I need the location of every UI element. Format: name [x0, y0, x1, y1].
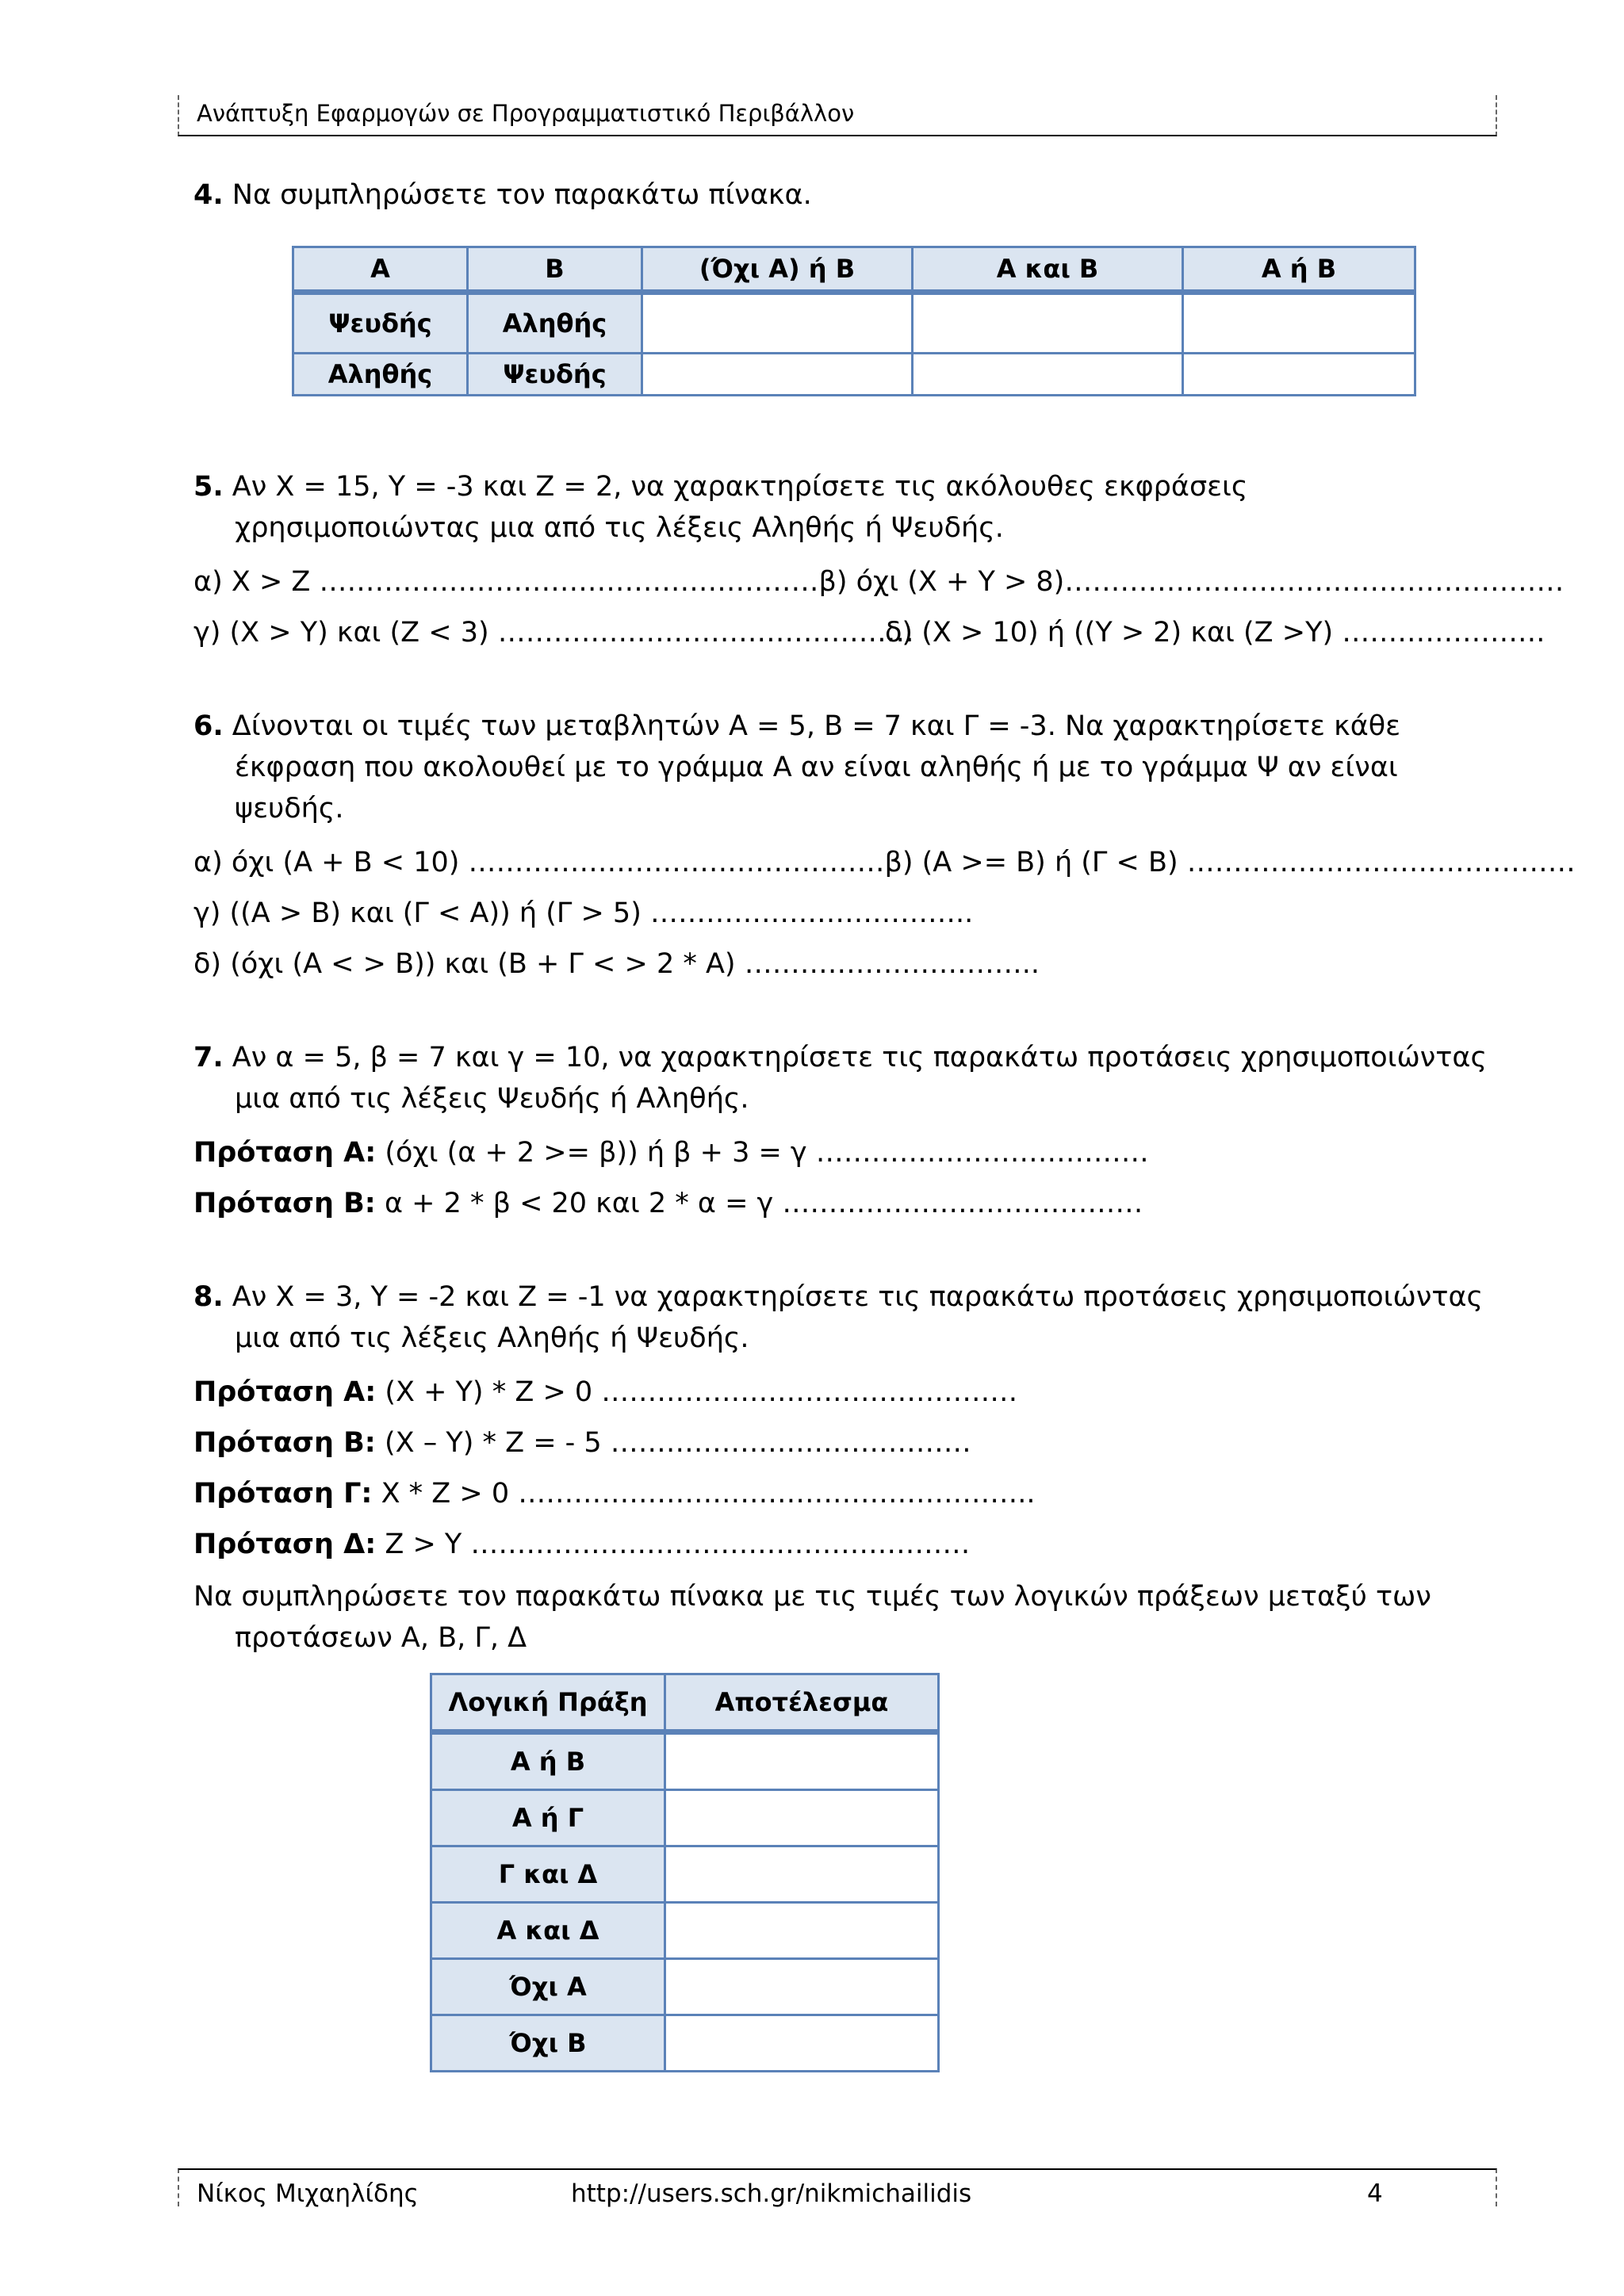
- question-text: Αν α = 5, β = 7 και γ = 10, να χαρακτηρίσετε τις παρακάτω προτάσεις χρησιμοποιώντας μια από τις λέξεις Ψευδής ή Αληθής.: [232, 1042, 1487, 1115]
- question-7: [193, 1037, 1494, 1229]
- table-row: [293, 354, 1415, 396]
- table-row: [431, 1732, 939, 1790]
- col-header-a-and-b: Α και Β: [913, 247, 1183, 293]
- answer-cell[interactable]: [913, 293, 1183, 354]
- question-5: [193, 466, 1565, 658]
- truth-table-q4: [292, 246, 1416, 396]
- expression-a: α) Χ > Ζ ………………………………………………: [193, 566, 819, 598]
- table-row: [431, 1790, 939, 1846]
- col-header-a-or-b: Α ή Β: [1183, 247, 1415, 293]
- question-text: Αν Χ = 3, Υ = -2 και Ζ = -1 να χαρακτηρίσετε τις παρακάτω προτάσεις χρησιμοποιώντας μια από τις λέξεις Αληθής ή Ψευδής.: [232, 1281, 1484, 1354]
- table-row: [431, 1959, 939, 2015]
- question-text: Δίνονται οι τιμές των μεταβλητών Α = 5, Β = 7 και Γ = -3. Να χαρακτηρίσετε κάθε έκφραση που ακολουθεί με το γράμμα Α αν είναι αληθής ή με το γράμμα Ψ αν είναι ψευδής.: [232, 710, 1401, 825]
- table-row: [431, 1903, 939, 1959]
- proposition-d: [193, 1519, 1494, 1570]
- col-header-b: Β: [468, 247, 642, 293]
- answer-cell[interactable]: [665, 2015, 939, 2072]
- question-number: 6.: [193, 710, 224, 742]
- proposition-text: (Χ + Υ) * Ζ > 0 ………………………………………: [376, 1376, 1018, 1408]
- question-text: Να συμπληρώσετε τον παρακάτω πίνακα.: [232, 179, 812, 211]
- expression-b: β) όχι (Χ + Υ > 8)………………………………………………: [818, 566, 1565, 598]
- table-row: [431, 1846, 939, 1903]
- col-header-operation: Λογική Πράξη: [431, 1674, 665, 1732]
- table-row: [431, 2015, 939, 2072]
- answer-cell[interactable]: [642, 293, 913, 354]
- answer-cell[interactable]: [913, 354, 1183, 396]
- proposition-text: Ζ > Υ ………………………………………………: [376, 1529, 971, 1560]
- proposition-label: Πρόταση Γ:: [193, 1478, 373, 1510]
- proposition-b: [193, 1178, 1494, 1229]
- answer-cell[interactable]: [665, 1959, 939, 2015]
- proposition-text: (Χ – Υ) * Ζ = - 5 …………………………………: [375, 1427, 971, 1459]
- answer-cell[interactable]: [1183, 354, 1415, 396]
- operation-cell: Όχι Α: [431, 1959, 665, 2015]
- proposition-text: (όχι (α + 2 >= β)) ή β + 3 = γ ………………………………: [376, 1137, 1149, 1169]
- cell-value: Αληθής: [293, 354, 468, 396]
- answer-cell[interactable]: [642, 354, 913, 396]
- footer-url[interactable]: http://users.sch.gr/nikmichailidis: [571, 2179, 972, 2208]
- page-header: [178, 95, 1497, 136]
- question-4: [193, 174, 1494, 396]
- question-number: 8.: [193, 1281, 224, 1313]
- expression-c: γ) (Χ > Υ) και (Ζ < 3) ………………………………………: [193, 617, 914, 649]
- table-instruction: Να συμπληρώσετε τον παρακάτω πίνακα με τις τιμές των λογικών πράξεων μεταξύ των προτάσεων Α, Β, Γ, Δ: [193, 1581, 1431, 1654]
- question-number: 7.: [193, 1042, 224, 1073]
- proposition-label: Πρόταση Α:: [193, 1137, 377, 1169]
- question-number: 5.: [193, 471, 224, 503]
- proposition-label: Πρόταση Δ:: [193, 1529, 377, 1560]
- proposition-a: [193, 1367, 1494, 1418]
- question-6: [193, 706, 1576, 989]
- col-header-a: Α: [293, 247, 468, 293]
- answer-cell[interactable]: [665, 1846, 939, 1903]
- page-footer: [178, 2168, 1497, 2206]
- page-number: 4: [1367, 2179, 1383, 2208]
- cell-value: Αληθής: [468, 293, 642, 354]
- cell-value: Ψευδής: [468, 354, 642, 396]
- question-8: [193, 1276, 1494, 2072]
- answer-cell[interactable]: [1183, 293, 1415, 354]
- operation-cell: Α ή Γ: [431, 1790, 665, 1846]
- answer-cell[interactable]: [665, 1732, 939, 1790]
- expression-b: β) (Α >= Β) ή (Γ < Β) ……………………………………: [884, 847, 1576, 878]
- proposition-text: Χ * Ζ > 0 ………………………………………………..: [372, 1478, 1036, 1510]
- cell-value: Ψευδής: [293, 293, 468, 354]
- footer-author: Νίκος Μιχαηλίδης: [197, 2179, 419, 2208]
- expression-d: δ) (Χ > 10) ή ((Υ > 2) και (Ζ >Υ) ………………….: [885, 617, 1545, 649]
- proposition-text: α + 2 * β < 20 και 2 * α = γ …………………………………: [375, 1188, 1143, 1219]
- col-header-not-a-or-b: (Όχι Α) ή Β: [642, 247, 913, 293]
- proposition-label: Πρόταση Β:: [193, 1188, 376, 1219]
- expression-c: γ) ((Α > Β) και (Γ < Α)) ή (Γ > 5) ……………………………..: [193, 897, 974, 929]
- question-number: 4.: [193, 179, 224, 211]
- col-header-result: Αποτέλεσμα: [665, 1674, 939, 1732]
- answer-cell[interactable]: [665, 1790, 939, 1846]
- logic-operations-table: [430, 1673, 940, 2072]
- operation-cell: Α και Δ: [431, 1903, 665, 1959]
- header-title: Ανάπτυξη Εφαρμογών σε Προγραμματιστικό Περιβάλλον: [197, 100, 855, 127]
- proposition-a: [193, 1127, 1494, 1178]
- question-text: Αν Χ = 15, Υ = -3 και Ζ = 2, να χαρακτηρίσετε τις ακόλουθες εκφράσεις χρησιμοποιώντας μια από τις λέξεις Αληθής ή Ψευδής.: [232, 471, 1248, 544]
- proposition-c: [193, 1468, 1494, 1519]
- proposition-label: Πρόταση Β:: [193, 1427, 376, 1459]
- operation-cell: Γ και Δ: [431, 1846, 665, 1903]
- operation-cell: Όχι Β: [431, 2015, 665, 2072]
- operation-cell: Α ή Β: [431, 1732, 665, 1790]
- answer-cell[interactable]: [665, 1903, 939, 1959]
- expression-a: α) όχι (Α + Β < 10) ………………………………………: [193, 847, 885, 878]
- table-row: [293, 293, 1415, 354]
- proposition-label: Πρόταση Α:: [193, 1376, 377, 1408]
- expression-d: δ) (όχι (Α < > Β)) και (Β + Γ < > 2 * Α) …………………………..: [193, 948, 1040, 980]
- proposition-b: [193, 1418, 1494, 1468]
- page-content: [193, 174, 1576, 2072]
